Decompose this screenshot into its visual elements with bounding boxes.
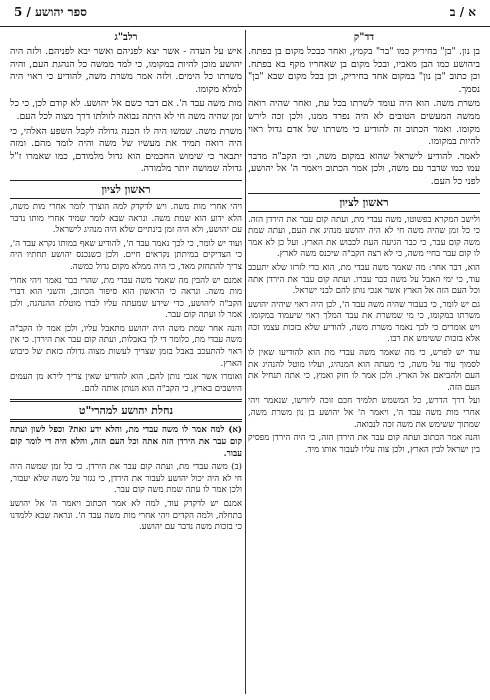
commentary-paragraph: משרת משה. שמשו היה לו הכנה גדולה לקבל השפע האלהי, כי היה רואה תמיד את מעשיו של משה והיה לומד מהם. ומזה יתבאר כי שימוש החכמים הוא גדול מלמודם, כמו שאמרו ז"ל גדולה שמושה יותר מלמודה. <box>10 125 242 175</box>
commentary-paragraph: אמנם יש להבין מה שאמר משה עבדי מת, שהרי כבר נאמר ויהי אחרי מות משה. ונראה כי הראשון הוא סיפור הכתוב, והשני הוא דברי הקב"ה ליהושע, כדי שידע שמעתה עליו לבדו מוטלת ההנהגה, ולכן אמר לו ועתה קום עבר. <box>10 275 242 321</box>
commentary-paragraph: הוא, דבר אחר: מה שאמר משה עבדי מת, הוא כדי לזרזו שלא יתעכב עוד, כי ימי האבל על משה כבר עברו. ועתה קום עבר את הירדן אתה וכל העם הזה אל הארץ אשר אנכי נותן להם לבני ישראל. <box>248 262 480 297</box>
commentary-paragraph: (א) למה אמר לו משה עבדי מת, והלא ידע זאת? וכפל לשון ועתה קום עבר את הירדן הזה אתה וכל העם הזה, והלא היה די לומר קום עבור. <box>10 425 242 459</box>
commentary-paragraph: גם יש לומר, כי בעבור שהיה משה עבד ה', לכן היה ראוי שיהיה יהושע משרתו במקומו, כי מי שמשרת את עבד המלך ראוי שיעמוד במקומו. ויש אומרים כי לכך נאמר משרת משה, להודיע שלא בזכות עצמו זכה אלא בזכות ששימש את רבו. <box>248 299 480 345</box>
commentary-paragraph: ואומרו אשר אנכי נותן להם, הוא להודיע שאין צריך לירא מן העמים היושבים בארץ, כי הקב"ה הוא הנותן אותה להם. <box>10 372 242 394</box>
commentary-paragraph: (ב) משה עבדי מת, ועתה קום עבר את הירדן. כי כל זמן שמשה היה חי לא היה יכול יהושע לעבור את הירדן, כי נגזר על משה שלא יעבור, ולכן אמר לו עתה שמת משה קום עבר. <box>10 462 242 496</box>
commentary-paragraph: איש על העדה - אשר יצא לפניהם ואשר יבא לפניהם. ולזה היה יהושע מוכן להיות במקומו, כי למד ממשה כל הנהגת העם, והיה משרתו כל הימים. ולזה אמר משרת משה, להודיע כי ראוי היה למלא מקומו. <box>10 46 242 95</box>
commentary-paragraph: ועוד יש לומר, כי לכך נאמר עבד ה', להודיע שאף במותו נקרא עבד ה', כי הצדיקים במיתתן נקראים חיים. ולכן כשנכנס יהושע תחתיו היה צריך להתחזק מאד, כי היה ממלא מקום גדול כמשה. <box>10 238 242 272</box>
left-column <box>10 30 242 694</box>
section-title-nachalat-yehoshua: נחלת יהושע למהרי"ט <box>10 399 242 422</box>
commentary-paragraph: והנה אחר שמת משה היה יהושע מתאבל עליו, ולכן אמר לו הקב"ה משה עבדי מת, כלומר די לך באבלות, ועתה קום עבר את הירדן. כי אין ראוי להתעכב באבל בזמן שצריך לעשות מצוה גדולה כזאת של כיבוש הארץ. <box>10 323 242 369</box>
commentary-paragraph: ולישב המקרא בפשוטו, משה עבדי מת, ועתה קום עבר את הירדן הזה. כי כל זמן שהיה משה חי לא היה יהושע מנהיג את העם, ועתה שמת משה קום עבר, כי כבר הגיעה העת לכבוש את הארץ. ועל כן לא אמר לו קום עבר בחיי משה, כי לא רצה הקב"ה שיכנס משה לארץ. <box>248 214 480 260</box>
ralbag-commentary <box>10 46 242 176</box>
nachalat-yehoshua-commentary <box>10 425 242 533</box>
commentary-paragraph: אמנם יש לדקדק עוד, למה לא אמר הכתוב ויאמר ה' אל יהושע בתחלה, ולמה הקדים ויהי אחרי מות משה עבד ה'. ונראה שבא ללמדנו כי בזכות משה נדבר עם יהושע. <box>10 499 242 533</box>
section-title-radak: דד"ק <box>353 32 375 43</box>
commentary-paragraph: עוד יש לפרש, כי מה שאמר משה עבדי מת הוא להודיעו שאין לו לסמוך עוד על משה, כי מעתה הוא המנהיג, ועליו מוטל להנהיג את העם ולהביאם אל הארץ. ולכן אמר לו חזק ואמץ, כי אתה תנחיל את העם הזה. <box>248 348 480 393</box>
commentary-paragraph: בן נון. "בן" בחיריק כמו "בר" בקמץ, ואחר כבכל מקום בן בפתח. ביהושע כמו הבן מאביו, ובכל מקום בן שאחריו מקף בא בפתח. וכן כתוב "בן נון" במקום אחד בחיריק, וכן בכל מקום שבא "בן" נסמך. <box>248 46 480 95</box>
section-title-ralbag: רלב"ג <box>114 32 138 43</box>
page-header <box>0 0 490 27</box>
radak-commentary <box>248 46 480 189</box>
commentary-paragraph: משרת משה. הוא היה עומד לשרתו בכל עת, ואחר שהיה רואה ממשה המעשים הטובים לא היה נפרד ממנו, ולכן זכה לירש מקומו. ואמר הכתוב זה להודיע כי משרתו של אדם גדול ראוי להיות במקומו. <box>248 98 480 148</box>
section-title-rishon-letzion-left: ראשון לציון <box>10 180 242 199</box>
commentary-paragraph: ועל דרך הדרש, כל המשמש תלמיד חכם זוכה ליורשו, שנאמר ויהי אחרי מות משה עבד ה', ויאמר ה' אל יהושע בן נון משרת משה, שמתוך ששימש את משה זכה לנבואה. <box>248 396 480 430</box>
book-title-page-number: ספר יהושע / 5 <box>14 5 87 19</box>
right-column <box>248 30 480 694</box>
section-title-rishon-letzion: ראשון לציון <box>248 193 480 212</box>
commentary-paragraph: מות משה עבד ה'. אם דבר כשם אל יהושע. לא קודם לכן, כי כל זמן שהיה משה חי לא היתה נבואה לזולתו דרך מצוה לכל העם. <box>10 98 242 122</box>
chapter-verse-marker: א / ב <box>449 5 476 19</box>
commentary-paragraph: והנה אמר הכתוב ועתה קום עבר את הירדן הזה, כי היה הירדן מפסיק בין ישראל לבין הארץ, ולכן צוה עליו לעבור אותו מיד. <box>248 433 480 455</box>
rishon-letzion-commentary-left <box>10 202 242 396</box>
commentary-paragraph: ויהי אחרי מות משה. ויש לדקדק למה הוצרך לומר אחרי מות משה, הלא ידוע הוא שמת משה. ונראה שבא לומר שמיד אחרי מותו נדבר עם יהושע, ולא היה זמן בינתיים שלא היה מנהיג לישראל. <box>10 201 242 236</box>
column-divider <box>245 30 246 694</box>
rishon-letzion-commentary <box>248 215 480 457</box>
commentary-paragraph: לאמר. להודיע לישראל שהוא במקום משה, וכי הקב"ה מדבר עמו כמו שדבר עם משה, ולכן אמר הכתוב ויאמר ה' אל יהושע, לפני כל העם. <box>248 150 480 187</box>
